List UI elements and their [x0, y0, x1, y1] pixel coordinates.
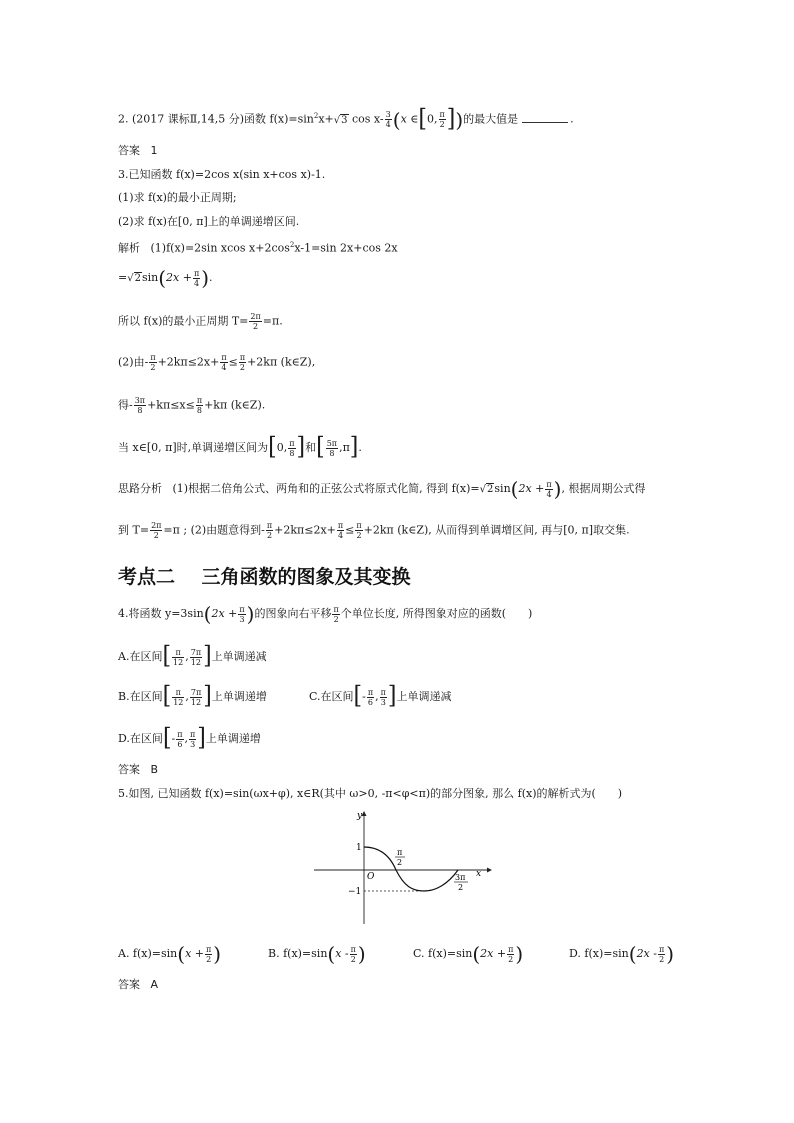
tick-neg1: −1 [348, 887, 362, 897]
q2-answer: 答案 1 [118, 144, 158, 157]
q4-option-d: D.在区间[- $\frac{\pi}{6}$ , $\frac{\pi}{3}$ ]上单调递增 [118, 724, 261, 753]
origin-label: O [367, 872, 375, 882]
tick-1: 1 [356, 843, 362, 853]
solution-line-5: 得- $\frac{3\pi}{8}$ +kπ≤x≤ $\frac{\pi}{8}$ +kπ (k∈Z). [118, 396, 266, 415]
mark-3pi2-den: 2 [458, 883, 464, 892]
question-5: 5.如图, 已知函数 f(x)=sin(ωx+φ), x∈R(其中 ω>0, -π<φ<π)的部分图象, 那么 f(x)的解析式为( ) [118, 787, 623, 800]
x-label: x [476, 869, 482, 879]
thinking-line-1: 思路分析 (1)根据二倍角公式、两角和的正弦公式将原式化简, 得到 f(x)=√2sin(2x + $\frac{\pi}{4}$ ), 根据周期公式得 [118, 477, 646, 501]
question-4: 4.将函数 y=3sin(2x + $\frac{\pi}{3}$ )的图象向右平移 $\frac{\pi}{2}$ 个单位长度, 所得图象对应的函数( ) [118, 602, 533, 626]
question-3: 3.已知函数 f(x)=2cos x(sin x+cos x)-1. [118, 168, 326, 181]
question-3-part-2: (2)求 f(x)在[0, π]上的单调递增区间. [118, 215, 300, 228]
solution-line-1: 解析 (1)f(x)=2sin xcos $x+2\cos^2x-1=\sin$ 2x+cos 2x [118, 241, 398, 255]
question-3-part-1: (1)求 f(x)的最小正周期; [118, 191, 237, 204]
sine-graph [312, 810, 492, 928]
q5-option-b: B. f(x)=sin(x - $\frac{\pi}{2}$ ) [268, 942, 366, 966]
q4-answer: 答案 B [118, 763, 159, 776]
curve [364, 847, 458, 891]
q4-option-c: C.在区间[- $\frac{\pi}{6}$ , $\frac{\pi}{3}$ ]上单调递减 [309, 682, 452, 711]
mark-pi2-num: π [397, 848, 403, 857]
solution-line-6: 当 x∈[0, π]时,单调递增区间为[0, $\frac{\pi}{8}$ ]和[ $\frac{5\pi}{8}$ ,π]. [118, 433, 362, 462]
solution-line-2: =√2sin(2x + $\frac{\pi}{4}$ ). [118, 266, 213, 290]
mark-pi2-den: 2 [397, 858, 403, 867]
q4-option-a: A.在区间[ $\frac{\pi}{12}$ , $\frac{7\pi}{12}$ ]上单调递减 [118, 642, 267, 671]
mark-3pi2-num: 3π [455, 873, 466, 882]
solution-line-4: (2)由- $\frac{\pi}{2}$ +2kπ≤2x+ $\frac{\pi}{4}$ ≤ $\frac{\pi}{2}$ +2kπ (k∈Z), [118, 353, 316, 372]
section-heading: 考点二 三角函数的图象及其变换 [118, 566, 411, 588]
q4-option-b: B.在区间[ $\frac{\pi}{12}$ , $\frac{7\pi}{12}$ ]上单调递增 [118, 682, 267, 711]
question-2: 2. (2017 课标Ⅱ,14,5 分)函数 $f(x)=\sin^2x+√3$ cos x- $\frac{3}{4}$ (x ∈[0, $\frac{\pi}{2}$ ])的最大值是 . [118, 105, 574, 133]
y-label: y [357, 811, 363, 821]
q5-answer: 答案 A [118, 978, 159, 991]
fraction-3-4: $\frac{3}{4}$ [385, 110, 391, 130]
thinking-line-2: 到 T= $\frac{2\pi}{2}$ =π ; (2)由题意得到- $\frac{\pi}{2}$ +2kπ≤2x+ $\frac{\pi}{4}$ ≤ $\frac{\pi}{2}$ +2kπ (k∈Z), 从而得到单调增区间, 再与[0, π]取交集. [118, 521, 630, 540]
solution-line-3: 所以 f(x)的最小正周期 T= $\frac{2\pi}{2}$ =π. [118, 312, 283, 331]
sqrt-3: √3 [333, 114, 348, 126]
y-axis-arrow [362, 811, 367, 816]
x-axis-arrow [487, 868, 492, 873]
answer-blank [522, 112, 568, 123]
q5-option-c: C. f(x)=sin(2x + $\frac{\pi}{2}$ ) [413, 942, 524, 966]
q5-option-d: D. f(x)=sin(2x - $\frac{\pi}{2}$ ) [569, 942, 675, 966]
q5-option-a: A. f(x)=sin(x + $\frac{\pi}{2}$ ) [118, 942, 222, 966]
